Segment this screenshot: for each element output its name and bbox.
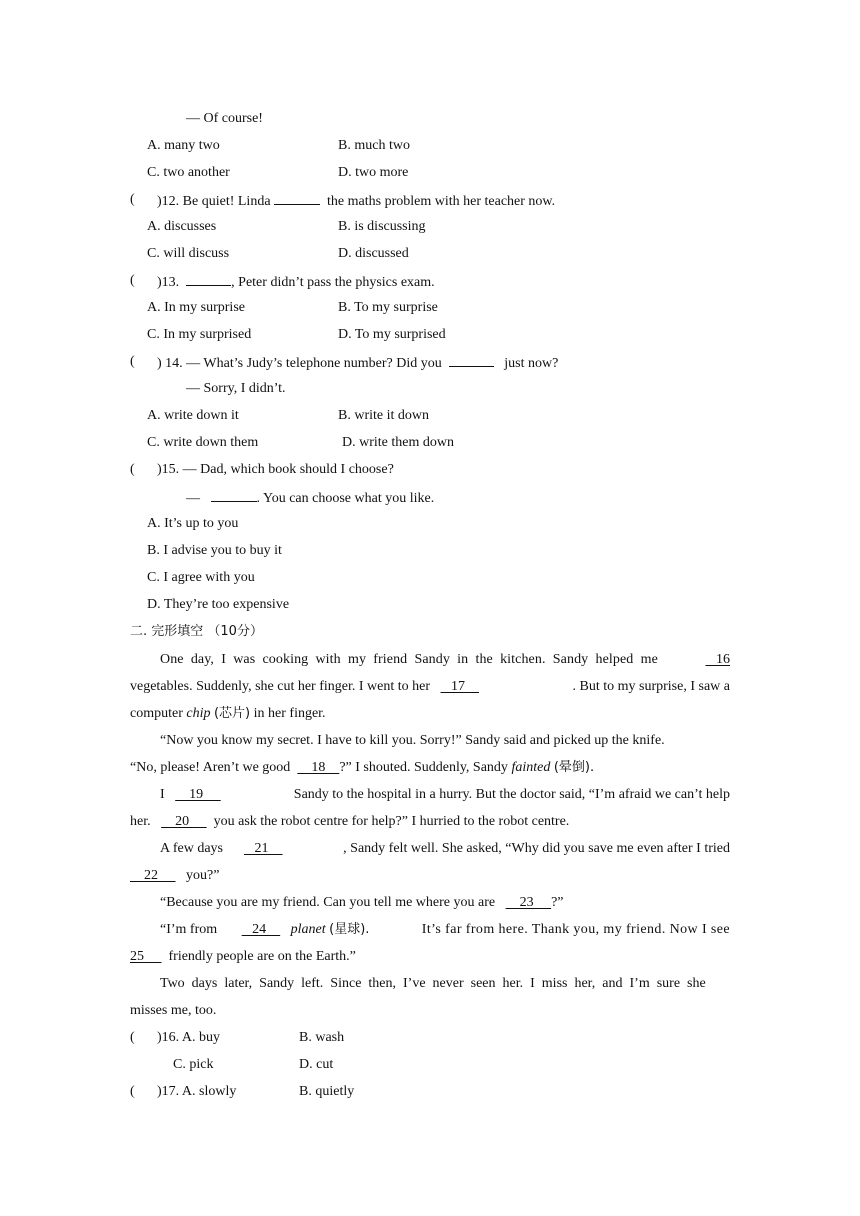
word-fainted: fainted [511, 760, 551, 775]
blank-19: 19 [175, 787, 221, 802]
q15-option-c: C. I agree with you [147, 570, 255, 585]
passage-p1-text-3b: in her finger. [253, 706, 326, 721]
q17-option-b: B. quietly [299, 1084, 355, 1099]
passage-p1-text-3a: computer [130, 706, 183, 721]
passage-p4-text-2b: you?” [186, 868, 220, 883]
passage-p6-text-1a: “I’m from [160, 922, 218, 937]
q15-blank [211, 488, 257, 502]
q17-option-a-line [157, 1083, 236, 1101]
blank-16: 16 [705, 652, 730, 667]
q11-option-b: B. much two [338, 138, 410, 153]
q14-paren-close: ) [157, 356, 162, 371]
q14-option-d: D. write them down [342, 435, 454, 450]
q14-blank [449, 353, 494, 367]
q15-stem-text: 15. — Dad, which book should I choose? [161, 462, 394, 477]
passage-p1-line3 [130, 705, 326, 723]
gloss-chip: (芯片) [213, 706, 251, 721]
q12-option-d: D. discussed [338, 246, 409, 261]
passage-p1-text-2a: vegetables. Suddenly, she cut her finger. I went to her [130, 679, 431, 694]
q16-paren-close: ) [157, 1030, 162, 1045]
q14-stem-a: 14. — What’s Judy’s telephone number? Did you [165, 356, 442, 371]
passage-p2-text-b: ?” I shouted. Suddenly, Sandy [339, 760, 508, 775]
passage-p6-text-1b: It’s far from here. Thank you, my friend. Now I see [421, 922, 730, 937]
passage-p1-text-2 [130, 678, 479, 696]
q15-answer-paren-open: ( [130, 462, 135, 477]
q12-stem [157, 191, 555, 211]
q12-paren-close: ) [157, 194, 162, 209]
passage-p4-text-1a: A few days [160, 841, 223, 856]
q15-answer-b: . You can choose what you like. [256, 491, 435, 506]
q13-paren-close: ) [157, 275, 162, 290]
passage-p7-line1 [160, 975, 730, 993]
q13-stem [157, 272, 435, 292]
passage-p2-text-a: “No, please! Aren’t we good [130, 760, 291, 775]
passage-p3-text-1a: I [160, 787, 165, 802]
q15-option-b: B. I advise you to buy it [147, 543, 282, 558]
passage-p7-line2: misses me, too. [130, 1003, 217, 1018]
gloss-planet: (星球). [329, 922, 370, 937]
passage-p3-text-2b: you ask the robot centre for help?” I hurried to the robot centre. [213, 814, 570, 829]
q14-option-a: A. write down it [147, 408, 239, 423]
passage-p5 [160, 894, 564, 912]
q11-option-d: D. two more [338, 165, 409, 180]
q14-option-c: C. write down them [147, 435, 259, 450]
passage-p6-line1 [160, 921, 730, 939]
passage-p5-text-a: “Because you are my friend. Can you tell me where you are [160, 895, 496, 910]
passage-p1-line1 [160, 651, 730, 669]
passage-p2-line1: “Now you know my secret. I have to kill you. Sorry!” Sandy said and picked up the knife. [160, 733, 665, 748]
q15-answer-line [186, 488, 434, 508]
q12-blank [274, 191, 320, 205]
q15-option-a: A. It’s up to you [147, 516, 239, 531]
blank-20: 20 [161, 814, 207, 829]
q16-option-a: 16. A. buy [161, 1030, 221, 1045]
q17-option-a: 17. A. slowly [161, 1084, 237, 1099]
passage-p2-line2 [130, 759, 594, 777]
passage-p4-text-1 [160, 840, 283, 858]
passage-p3-text-2a: her. [130, 814, 151, 829]
q16-option-b: B. wash [299, 1030, 345, 1045]
passage-p3-text-1b: Sandy to the hospital in a hurry. But the doctor said, “I’m afraid we can’t help [293, 787, 730, 802]
passage-p6-text-2b: friendly people are on the Earth.” [168, 949, 356, 964]
q16-answer-paren-open: ( [130, 1030, 135, 1045]
q13-blank [186, 272, 231, 286]
q11-answer-line: — Of course! [186, 111, 263, 126]
q12-stem-a: 12. Be quiet! Linda [161, 194, 271, 209]
passage-p1-text-2b: . But to my surprise, I saw a [572, 679, 730, 694]
q14-answer-paren-open: ( [130, 354, 135, 369]
q16-option-d: D. cut [299, 1057, 334, 1072]
q17-paren-close: ) [157, 1084, 162, 1099]
passage-p4-line1 [160, 840, 730, 858]
q14-answer-line: — Sorry, I didn’t. [186, 381, 286, 396]
q17-answer-paren-open: ( [130, 1084, 135, 1099]
q15-answer-dash: — [186, 491, 200, 506]
q11-option-c: C. two another [147, 165, 230, 180]
section-2-heading: 二. 完形填空 （10分） [130, 624, 263, 639]
blank-17: 17 [440, 679, 480, 694]
q12-option-b: B. is discussing [338, 219, 426, 234]
passage-p3-line2 [130, 813, 569, 831]
word-chip: chip [186, 706, 211, 721]
q13-option-c: C. In my surprised [147, 327, 252, 342]
q16-option-c: C. pick [173, 1057, 214, 1072]
q11-option-a: A. many two [147, 138, 220, 153]
q13-option-b: B. To my surprise [338, 300, 438, 315]
q12-answer-paren-open: ( [130, 192, 135, 207]
q12-stem-b: the maths problem with her teacher now. [327, 194, 556, 209]
q14-stem [157, 353, 558, 373]
q14-stem-b: just now? [504, 356, 559, 371]
blank-21: 21 [244, 841, 283, 856]
q13-option-a: A. In my surprise [147, 300, 245, 315]
passage-p6-text-1 [160, 921, 369, 939]
passage-p3-text-1 [160, 786, 221, 804]
passage-p4-text-1b: , Sandy felt well. She asked, “Why did you save me even after I tried [343, 841, 730, 856]
q13-option-d: D. To my surprised [338, 327, 446, 342]
blank-25: 25 [130, 949, 162, 964]
passage-p5-text-b: ?” [551, 895, 564, 910]
q12-option-c: C. will discuss [147, 246, 230, 261]
q12-option-a: A. discusses [147, 219, 217, 234]
passage-p7-text-1: Two days later, Sandy left. Since then, I’ve never seen her. I miss her, and I’m sure she [160, 976, 706, 991]
passage-p6-line2 [130, 948, 356, 966]
blank-18: 18 [297, 760, 340, 775]
passage-p1-text: One day, I was cooking with my friend Sandy in the kitchen. Sandy helped me [160, 652, 658, 667]
blank-22: 22 [130, 868, 176, 883]
q16-option-a-line [157, 1029, 220, 1047]
q13-stem-b: , Peter didn’t pass the physics exam. [231, 275, 435, 290]
q14-option-b: B. write it down [338, 408, 429, 423]
q15-paren-close: ) [157, 462, 162, 477]
gloss-fainted: (晕倒). [553, 760, 595, 775]
blank-24: 24 [241, 922, 281, 937]
q13-stem-a: 13. [161, 275, 180, 290]
q13-answer-paren-open: ( [130, 273, 135, 288]
passage-p3-line1 [160, 786, 730, 804]
word-planet: planet [290, 922, 326, 937]
q15-option-d: D. They’re too expensive [147, 597, 290, 612]
passage-p4-line2 [130, 867, 219, 885]
passage-p1-line2 [130, 678, 730, 696]
q15-stem [157, 461, 394, 479]
blank-23: 23 [505, 895, 552, 910]
